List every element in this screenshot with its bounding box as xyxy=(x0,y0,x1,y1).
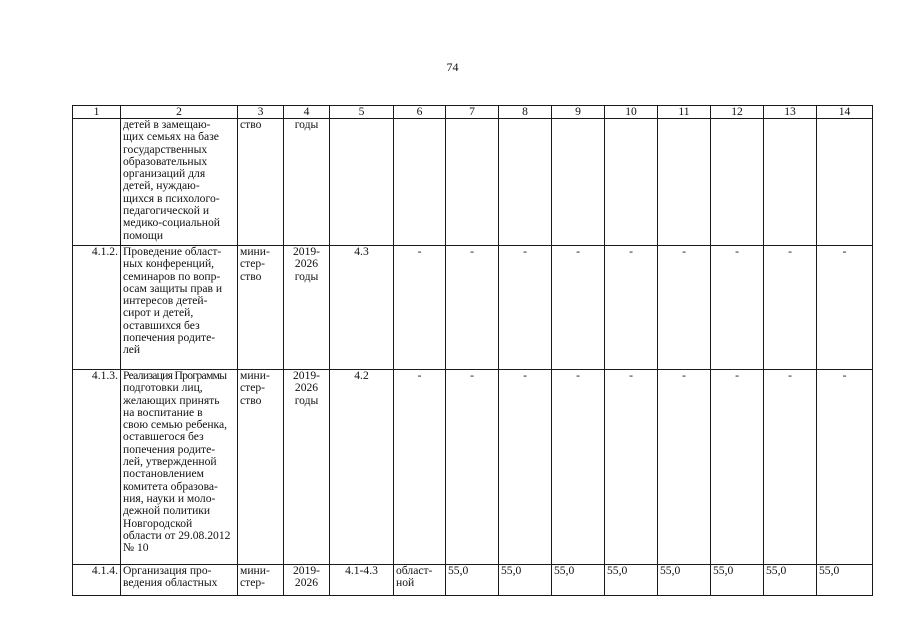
item-value xyxy=(552,119,605,246)
item-value: - xyxy=(658,246,711,370)
item-value xyxy=(658,119,711,246)
item-description: Организация про- ведения областных xyxy=(121,565,238,596)
column-number-row xyxy=(73,106,873,119)
item-value: - xyxy=(658,370,711,565)
col-header: 9 xyxy=(552,106,605,119)
item-value: - xyxy=(605,370,658,565)
item-number: 4.1.4. xyxy=(73,565,121,596)
item-source: област- ной xyxy=(394,565,446,596)
col-header: 1 xyxy=(73,106,121,119)
item-value: - xyxy=(605,246,658,370)
item-description: детей в замещаю- щих семьях на базе государственных образовательных организаций для детей, нуждаю- щихся в психолого- педагогической и медико-социальной помощи xyxy=(121,119,238,246)
col-header: 6 xyxy=(394,106,446,119)
table-row xyxy=(73,370,873,565)
item-source xyxy=(394,119,446,246)
item-value: - xyxy=(552,246,605,370)
item-number xyxy=(73,119,121,246)
item-value xyxy=(764,119,817,246)
item-value: 55,0 xyxy=(764,565,817,596)
page-number: 74 xyxy=(446,60,459,74)
col-header: 14 xyxy=(817,106,873,119)
item-value: 55,0 xyxy=(605,565,658,596)
col-header: 2 xyxy=(121,106,238,119)
item-years: 2019- 2026 годы xyxy=(284,370,330,565)
item-value: - xyxy=(446,370,499,565)
col-header: 3 xyxy=(238,106,284,119)
item-target xyxy=(330,119,394,246)
item-executor: мини- стер- ство xyxy=(238,246,284,370)
item-value: - xyxy=(711,370,764,565)
item-value xyxy=(817,119,873,246)
item-value xyxy=(605,119,658,246)
item-value: 55,0 xyxy=(446,565,499,596)
item-value: 55,0 xyxy=(711,565,764,596)
item-value: - xyxy=(499,370,552,565)
item-description: Реализация Программы подготовки лиц, желающих принять на воспитание в свою семью ребенка, оставшегося без попечения родите- лей, утвержденной постановлением комитета образова- ния, науки и моло- дежной политики Новгородской области от 29.08.2012 № 10 xyxy=(121,370,238,565)
item-value: 55,0 xyxy=(499,565,552,596)
item-value: - xyxy=(817,370,873,565)
item-value: 55,0 xyxy=(552,565,605,596)
col-header: 13 xyxy=(764,106,817,119)
program-table xyxy=(72,105,873,596)
item-source: - xyxy=(394,370,446,565)
item-years: 2019- 2026 xyxy=(284,565,330,596)
item-value: - xyxy=(446,246,499,370)
table-row xyxy=(73,565,873,596)
col-header: 5 xyxy=(330,106,394,119)
item-value: - xyxy=(817,246,873,370)
item-source: - xyxy=(394,246,446,370)
item-value: - xyxy=(711,246,764,370)
item-value xyxy=(711,119,764,246)
table-row xyxy=(73,246,873,370)
col-header: 8 xyxy=(499,106,552,119)
item-target: 4.3 xyxy=(330,246,394,370)
col-header: 12 xyxy=(711,106,764,119)
item-value: - xyxy=(499,246,552,370)
item-years: годы xyxy=(284,119,330,246)
item-description: Проведение област- ных конференций, семинаров по вопр- осам защиты прав и интересов детей- сирот и детей, оставшихся без попечения родите- лей xyxy=(121,246,238,370)
col-header: 4 xyxy=(284,106,330,119)
item-value: - xyxy=(764,370,817,565)
item-target: 4.2 xyxy=(330,370,394,565)
col-header: 11 xyxy=(658,106,711,119)
item-years: 2019- 2026 годы xyxy=(284,246,330,370)
item-number: 4.1.3. xyxy=(73,370,121,565)
item-target: 4.1-4.3 xyxy=(330,565,394,596)
item-value xyxy=(446,119,499,246)
item-value: 55,0 xyxy=(817,565,873,596)
item-number: 4.1.2. xyxy=(73,246,121,370)
item-executor: мини- стер- ство xyxy=(238,370,284,565)
item-value: - xyxy=(764,246,817,370)
col-header: 10 xyxy=(605,106,658,119)
item-executor: мини- стер- xyxy=(238,565,284,596)
col-header: 7 xyxy=(446,106,499,119)
item-value: - xyxy=(552,370,605,565)
item-value: 55,0 xyxy=(658,565,711,596)
table-row xyxy=(73,119,873,246)
item-executor: ство xyxy=(238,119,284,246)
item-value xyxy=(499,119,552,246)
